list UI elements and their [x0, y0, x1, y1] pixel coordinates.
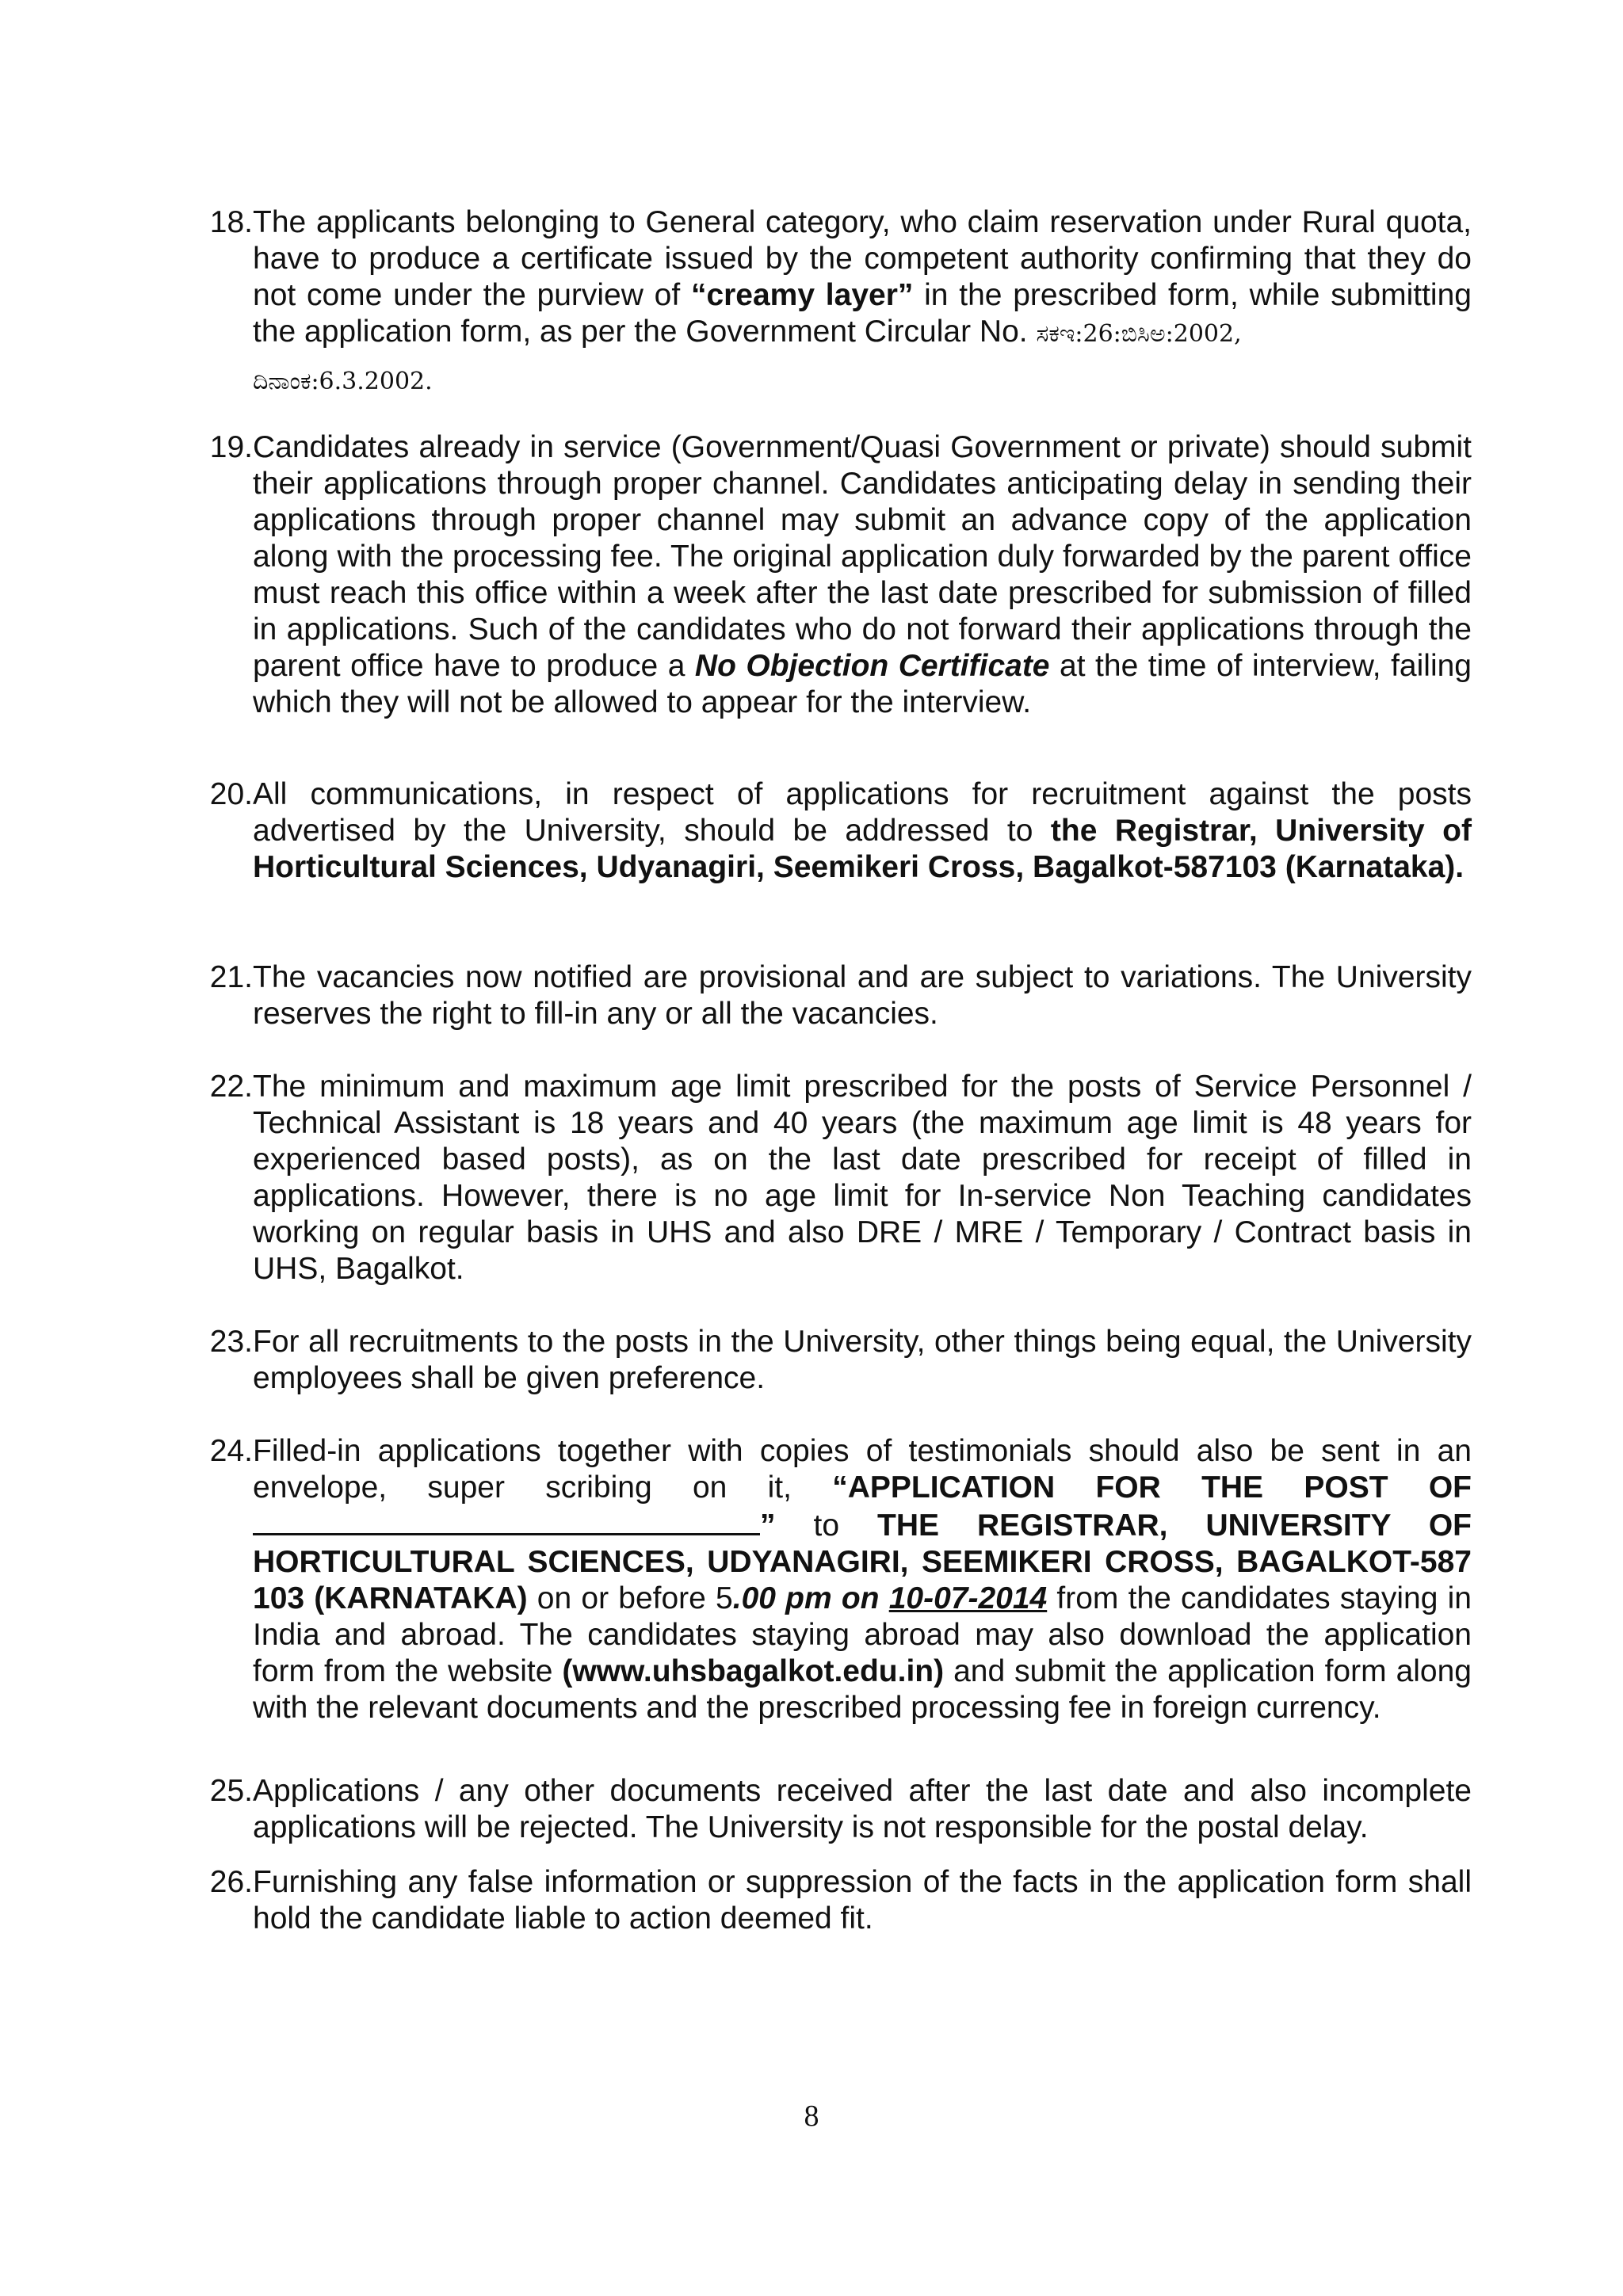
clause-18	[204, 204, 1472, 411]
page-number: 8	[804, 2100, 819, 2133]
clause-21	[204, 959, 1472, 1032]
clause-number: 18.	[209, 205, 253, 239]
clause-text: For all recruitments to the posts in the University, other things being equal, the University employees shall be given preference.	[253, 1325, 1472, 1395]
clause-text: The vacancies now notified are provisional and are subject to variations. The University reserves the right to fill-in any or all the vacancies.	[253, 960, 1472, 1031]
circular-number: ಸಕಇ:26:ಬಿಸಿಅ:2002,	[1036, 320, 1242, 348]
clause-text: All communications, in respect of applications for recruitment against the posts advertised by the University, should be addressed to the Registrar, University of Horticultural Sciences, Udyanagiri, Seemikeri Cross, Bagalkot-587103 (Karnataka).	[253, 777, 1472, 884]
circular-date: ದಿನಾಂಕ:6.3.2002.	[253, 368, 433, 395]
clause-24	[204, 1433, 1472, 1726]
clause-number: 26.	[209, 1865, 253, 1899]
clause-number: 23.	[209, 1325, 253, 1359]
clause-text: Candidates already in service (Government/Quasi Government or private) should submit their applications through proper channel. Candidates anticipating delay in sending their applications through proper channel may submit an advance copy of the application along with the processing fee. The original application duly forwarded by the parent office must reach this office within a week after the last date prescribed for submission of filled in applications. Such of the candidates who do not forward their applications through the parent office have to produce a No Objection Certificate at the time of interview, failing which they will not be allowed to appear for the interview.	[253, 430, 1472, 719]
post-name-blank	[253, 1506, 760, 1535]
clause-number: 21.	[209, 960, 253, 994]
clause-number: 22.	[209, 1070, 253, 1104]
clause-text: The applicants belonging to General category, who claim reservation under Rural quota, have to produce a certificate issued by the competent authority confirming that they do not come under the purview of “creamy layer” in the prescribed form, while submitting the application form, as per the Government Circular No. ಸಕಇ:26:ಬಿಸಿಅ:2002, ದಿನಾಂಕ:6.3.2002.	[253, 205, 1472, 395]
clause-number: 25.	[209, 1774, 253, 1808]
clause-number: 19.	[209, 430, 253, 464]
last-date: 10-07-2014	[888, 1581, 1048, 1615]
website-url: (www.uhsbagalkot.edu.in)	[562, 1654, 945, 1688]
clause-number: 20.	[209, 777, 253, 811]
clause-19	[204, 429, 1472, 721]
clause-26	[204, 1864, 1472, 1937]
clause-25	[204, 1773, 1472, 1846]
clause-text: Applications / any other documents received after the last date and also incomplete applications will be rejected. The University is not responsible for the postal delay.	[253, 1774, 1472, 1844]
clause-text: Furnishing any false information or suppression of the facts in the application form shall hold the candidate liable to action deemed fit.	[253, 1865, 1472, 1936]
clause-22	[204, 1069, 1472, 1287]
clause-number: 24.	[209, 1434, 253, 1468]
clause-23	[204, 1324, 1472, 1397]
clause-text: The minimum and maximum age limit prescribed for the posts of Service Personnel / Technical Assistant is 18 years and 40 years (the maximum age limit is 48 years for experienced based posts), as on the last date prescribed for receipt of filled in applications. However, there is no age limit for In-service Non Teaching candidates working on regular basis in UHS and also DRE / MRE / Temporary / Contract basis in UHS, Bagalkot.	[253, 1070, 1472, 1286]
clause-20	[204, 776, 1472, 886]
clause-text: Filled-in applications together with copies of testimonials should also be sent in an envelope, super scribing on it, “APPLICATION FOR THE POST OF ” to THE REGISTRAR, UNIVERSITY OF HORTICULTURAL SCIENCES, UDYANAGIRI, SEEMIKERI CROSS, BAGALKOT-587 103 (KARNATAKA) on or before 5.00 pm on 10-07-2014 from the candidates staying in India and abroad. The candidates staying abroad may also download the application form from the website (www.uhsbagalkot.edu.in) and submit the application form along with the relevant documents and the prescribed processing fee in foreign currency.	[253, 1434, 1472, 1725]
